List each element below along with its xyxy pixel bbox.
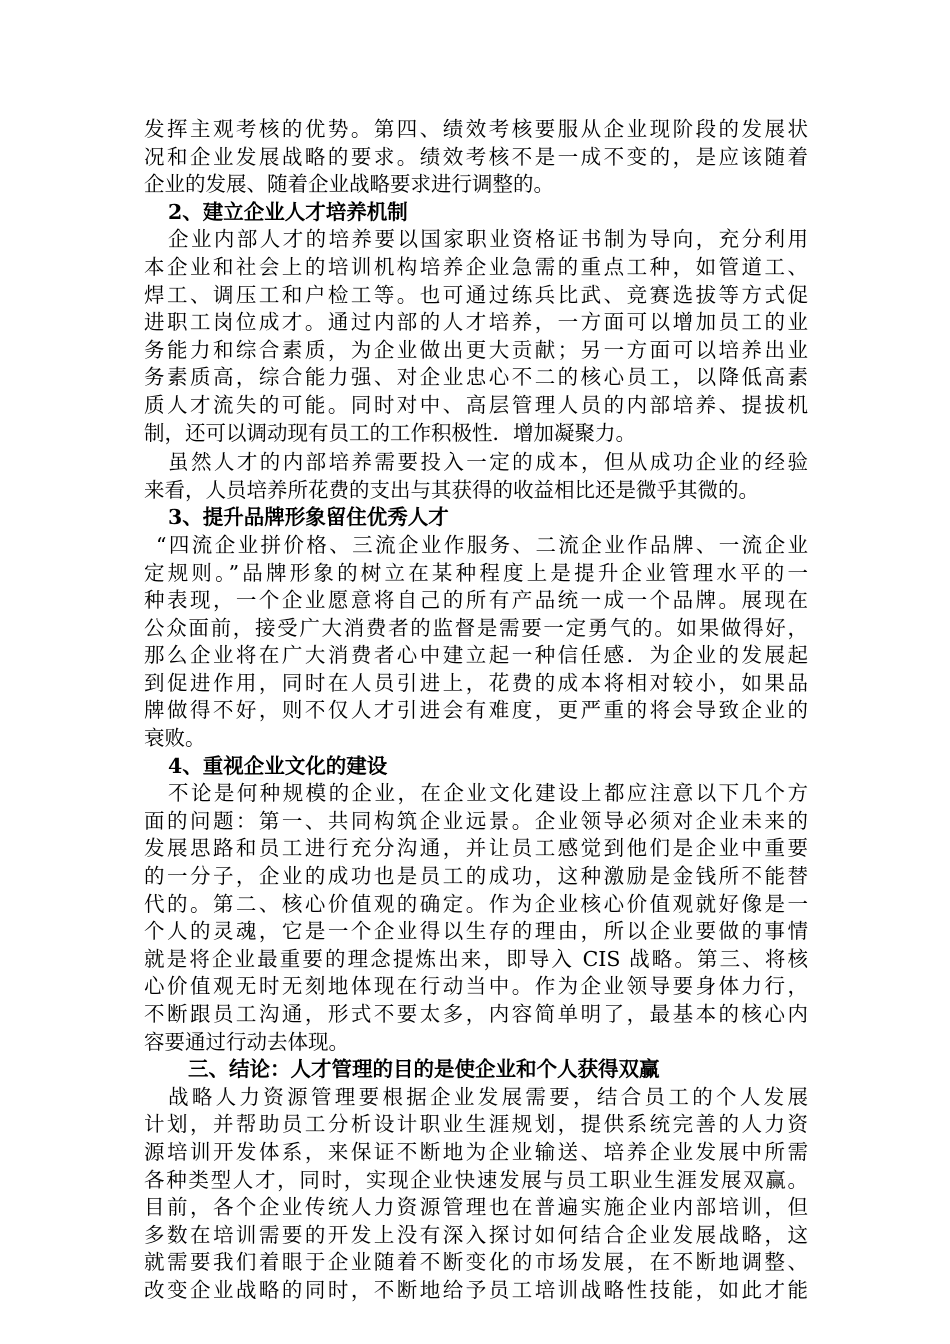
text-line: 虽然人才的内部培养需要投入一定的成本，但从成功企业的经验 bbox=[168, 450, 808, 475]
text-line: 进职工岗位成才。通过内部的人才培养，一方面可以增加员工的业 bbox=[144, 310, 808, 335]
text-line: 计划，并帮助员工分析设计职业生涯规划，提供系统完善的人力资 bbox=[144, 1112, 808, 1137]
section-heading-4: 4、重视企业文化的建设 bbox=[168, 753, 388, 778]
text-line: 多数在培训需要的开发上没有深入探讨如何结合企业发展战略，这 bbox=[144, 1222, 808, 1247]
section-heading-3: 3、提升品牌形象留住优秀人才 bbox=[168, 505, 449, 530]
text-line: 个人的灵魂，它是一个企业得以生存的理由，所以企业要做的事情 bbox=[144, 919, 808, 944]
text-line: 况和企业发展战略的要求。绩效考核不是一成不变的，是应该随着 bbox=[144, 144, 808, 169]
text-line: 不论是何种规模的企业，在企业文化建设上都应注意以下几个方 bbox=[168, 781, 808, 806]
text-line: 代的。第二、核心价值观的确定。作为企业核心价值观就好像是一 bbox=[144, 891, 808, 916]
text-line: 目前，各个企业传统人力资源管理也在普遍实施企业内部培训，但 bbox=[144, 1195, 808, 1220]
text-line: 牌做得不好，则不仅人才引进会有难度，更严重的将会导致企业的 bbox=[144, 698, 808, 723]
text-line: 质人才流失的可能。同时对中、高层管理人员的内部培养、提拔机 bbox=[144, 392, 808, 417]
text-line: 务素质高，综合能力强、对企业忠心不二的核心员工，以降低高素 bbox=[144, 365, 808, 390]
conclusion-paragraph bbox=[144, 1084, 808, 1305]
section-heading-2: 2、建立企业人才培养机制 bbox=[168, 199, 408, 224]
text-line: 来看，人员培养所花费的支出与其获得的收益相比还是微乎其微的。 bbox=[144, 477, 759, 502]
text-line: 各种类型人才，同时，实现企业快速发展与员工职业生涯发展双赢。 bbox=[144, 1167, 808, 1192]
text-line: 发挥主观考核的优势。第四、绩效考核要服从企业现阶段的发展状 bbox=[144, 117, 808, 141]
text-line: “四流企业拼价格、三流企业作服务、二流企业作品牌、一流企业 bbox=[156, 532, 808, 557]
text-line: 那么企业将在广大消费者心中建立起一种信任感．为企业的发展起 bbox=[144, 643, 808, 668]
document-page bbox=[144, 116, 808, 1305]
text-line: 制，还可以调动现有员工的工作积极性．增加凝聚力。 bbox=[144, 420, 636, 445]
text-line: 战略人力资源管理要根据企业发展需要，结合员工的个人发展 bbox=[168, 1084, 808, 1109]
text-line: 的一分子，企业的成功也是员工的成功，这种激励是金钱所不能替 bbox=[144, 864, 808, 889]
section-2-paragraph-1 bbox=[144, 226, 808, 447]
text-line: 心价值观无时无刻地体现在行动当中。作为企业领导要身体力行， bbox=[144, 974, 808, 999]
text-line: 发展思路和员工进行充分沟通，并让员工感觉到他们是企业中重要 bbox=[144, 836, 808, 861]
text-line: 到促进作用，同时在人员引进上，花费的成本将相对较小，如果品 bbox=[144, 670, 808, 695]
text-line: 源培训开发体系，来保证不断地为企业输送、培养企业发展中所需 bbox=[144, 1139, 808, 1164]
section-2-paragraph-2 bbox=[144, 449, 808, 504]
text-line: 务能力和综合素质，为企业做出更大贡献；另一方面可以培养出业 bbox=[144, 337, 808, 362]
text-line: 种表现，一个企业愿意将自己的所有产品统一成一个品牌。展现在 bbox=[144, 588, 808, 613]
section-3-paragraph bbox=[144, 532, 808, 753]
text-line: 企业内部人才的培养要以国家职业资格证书制为导向，充分利用 bbox=[168, 227, 808, 252]
paragraph-continuation bbox=[144, 116, 808, 199]
text-line: 公众面前，接受广大消费者的监督是需要一定勇气的。如果做得好， bbox=[144, 615, 808, 640]
text-line: 焊工、调压工和户检工等。也可通过练兵比武、竞赛选拔等方式促 bbox=[144, 282, 808, 307]
text-line: 改变企业战略的同时，不断地给予员工培训战略性技能，如此才能 bbox=[144, 1277, 808, 1302]
text-line: 定规则。”品牌形象的树立在某种程度上是提升企业管理水平的一 bbox=[144, 560, 808, 585]
text-line: 面的问题：第一、共同构筑企业远景。企业领导必须对企业未来的 bbox=[144, 808, 808, 833]
text-line: 不断跟员工沟通，形式不要太多，内容简单明了，最基本的核心内 bbox=[144, 1002, 808, 1026]
text-line: 企业的发展、随着企业战略要求进行调整的。 bbox=[144, 172, 554, 197]
text-line: 就需要我们着眼于企业随着不断变化的市场发展，在不断地调整、 bbox=[144, 1250, 808, 1275]
text-line: 就是将企业最重要的理念提炼出来，即导入 CIS 战略。第三、将核 bbox=[144, 946, 808, 971]
text-line: 本企业和社会上的培训机构培养企业急需的重点工种，如管道工、 bbox=[144, 254, 808, 279]
text-line: 容要通过行动去体现。 bbox=[144, 1029, 349, 1054]
text-line: 衰败。 bbox=[144, 726, 206, 751]
conclusion-heading: 三、结论：人才管理的目的是使企业和个人获得双赢 bbox=[188, 1057, 660, 1082]
section-4-paragraph bbox=[144, 780, 808, 1056]
